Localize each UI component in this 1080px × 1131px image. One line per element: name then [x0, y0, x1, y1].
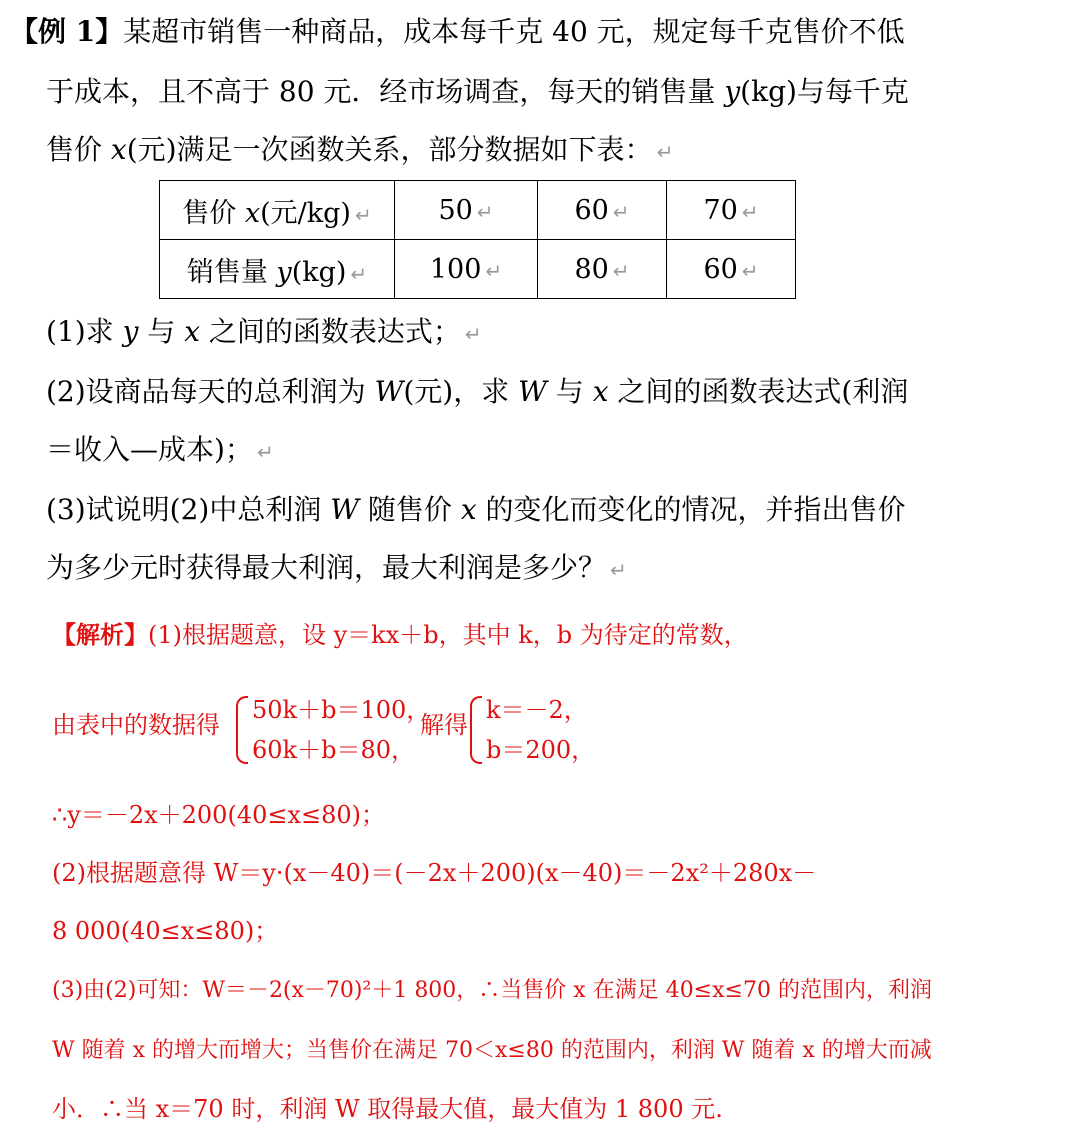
solution-line-5: 8 000(40≤x≤80)；: [52, 917, 279, 945]
table-cell: 60 ↵: [538, 181, 667, 240]
table-row: [160, 181, 796, 240]
solution-line-6: (3)由(2)可知：W＝－2(x－70)²＋1 800，∴当售价 x 在满足 40≤x≤70 的范围内，利润: [52, 978, 932, 1003]
question-3-line-1: (3)试说明(2)中总利润 W 随售价 x 的变化而变化的情况，并指出售价: [46, 493, 906, 526]
solution-label: 【解析】: [52, 620, 148, 649]
table-cell: 50 ↵: [395, 181, 538, 240]
solution-system-prefix: 由表中的数据得: [52, 711, 220, 739]
table-cell: 销售量 y(kg) ↵: [160, 240, 395, 299]
solution-solve-label: 解得: [420, 711, 468, 739]
table-cell: 100 ↵: [395, 240, 538, 299]
left-brace-icon: [470, 696, 482, 764]
table-cell: 80 ↵: [538, 240, 667, 299]
solution-line-3: ∴y＝－2x＋200(40≤x≤80)；: [52, 801, 385, 829]
table-cell: 70 ↵: [667, 181, 796, 240]
question-1: (1)求 y 与 x 之间的函数表达式； ↵: [46, 315, 482, 348]
solution-line-4: (2)根据题意得 W＝y·(x－40)＝(－2x＋200)(x－40)＝－2x²＋280x－: [52, 859, 817, 887]
solution-line-7: W 随着 x 的增大而增大；当售价在满足 70＜x≤80 的范围内，利润 W 随着 x 的增大而减: [52, 1038, 932, 1063]
equation-system: 50k＋b＝100， 60k＋b＝80，: [236, 690, 430, 770]
solution-line-1: 【解析】(1)根据题意，设 y＝kx＋b，其中 k，b 为待定的常数，: [52, 620, 748, 649]
table-row: [160, 240, 796, 299]
question-2-line-1: (2)设商品每天的总利润为 W(元)，求 W 与 x 之间的函数表达式(利润: [46, 375, 909, 408]
question-2-line-2: ＝收入—成本)； ↵: [46, 433, 274, 466]
question-3-line-2: 为多少元时获得最大利润，最大利润是多少？ ↵: [46, 551, 627, 584]
left-brace-icon: [236, 696, 248, 764]
return-mark: ↵: [656, 140, 674, 164]
solution-system: k＝－2， b＝200，: [470, 690, 595, 770]
table-cell: 60 ↵: [667, 240, 796, 299]
data-table: [159, 180, 796, 299]
table-cell: 售价 x(元/kg) ↵: [160, 181, 395, 240]
problem-line-1: 【例 1】某超市销售一种商品，成本每千克 40 元，规定每千克售价不低: [10, 15, 905, 48]
problem-line-2: 于成本，且不高于 80 元．经市场调查，每天的销售量 y(kg)与每千克: [46, 75, 909, 108]
example-label: 【例 1】: [10, 15, 124, 48]
solution-line-8: 小．∴当 x＝70 时，利润 W 取得最大值，最大值为 1 800 元.: [52, 1095, 723, 1123]
problem-line-3: 售价 x(元)满足一次函数关系，部分数据如下表： ↵: [46, 133, 674, 166]
